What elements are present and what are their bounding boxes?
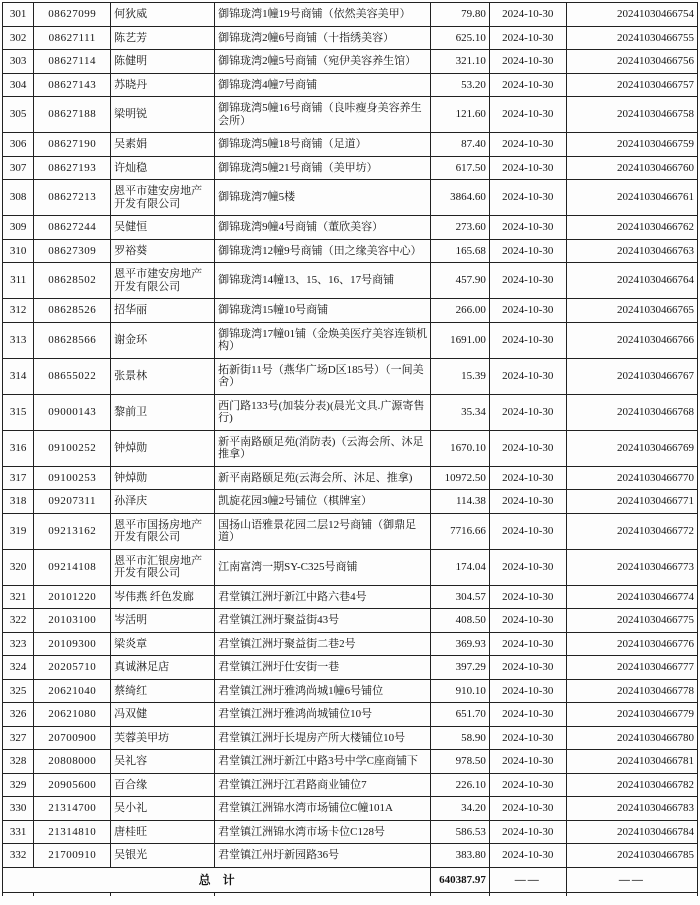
amount-cell: 304.57 [431,585,490,609]
address-cell: 君堂镇江洲圩聚益街二巷2号 [215,632,431,656]
id-cell: 09100252 [34,430,111,466]
amount-cell: 369.93 [431,632,490,656]
receipt-cell: 20241030466780 [566,726,697,750]
id-cell: 09100253 [34,466,111,490]
receipt-cell: 20241030466755 [566,26,697,50]
name-cell: 陈健明 [111,50,215,74]
total-label: 总 计 [3,867,431,893]
table-row [3,216,698,240]
table-row [3,609,698,633]
amount-cell: 174.04 [431,549,490,585]
date-cell: 2024-10-30 [489,133,566,157]
id-cell: 20109300 [34,632,111,656]
receipt-cell: 20241030466775 [566,609,697,633]
name-cell: 梁炎章 [111,632,215,656]
date-cell: 2024-10-30 [489,322,566,358]
address-cell: 君堂镇江洲锦水湾市场铺位C幢101A [215,797,431,821]
receipt-cell: 20241030466771 [566,490,697,514]
id-cell: 08628502 [34,263,111,299]
amount-cell: 79.80 [431,3,490,27]
id-cell: 09214108 [34,549,111,585]
amount-cell: 1691.00 [431,322,490,358]
id-cell: 08627188 [34,97,111,133]
receipt-cell: 20241030466757 [566,73,697,97]
name-cell: 陈艺芳 [111,26,215,50]
name-cell: 梁明锐 [111,97,215,133]
address-cell: 凯旋花园3幢2号铺位（棋牌室） [215,490,431,514]
seq-cell: 323 [3,632,34,656]
date-cell: 2024-10-30 [489,726,566,750]
receipt-cell: 20241030466763 [566,239,697,263]
id-cell: 08628566 [34,322,111,358]
amount-cell: 617.50 [431,156,490,180]
date-cell: 2024-10-30 [489,797,566,821]
receipt-cell: 20241030466774 [566,585,697,609]
address-cell: 御锦珑湾5幢18号商铺（足道） [215,133,431,157]
seq-cell: 310 [3,239,34,263]
table-row [3,358,698,394]
date-cell: 2024-10-30 [489,73,566,97]
seq-cell: 331 [3,820,34,844]
name-cell: 吴银光 [111,844,215,868]
table-row [3,750,698,774]
id-cell: 08627099 [34,3,111,27]
receipt-cell: 20241030466785 [566,844,697,868]
table-row [3,844,698,868]
receipt-cell: 20241030466781 [566,750,697,774]
amount-cell: 586.53 [431,820,490,844]
seq-cell: 314 [3,358,34,394]
seq-cell: 311 [3,263,34,299]
id-cell: 08627193 [34,156,111,180]
name-cell: 何狄威 [111,3,215,27]
address-cell: 新平南路颐足苑(云海会所、沐足、推拿) [215,466,431,490]
partial-cell [3,893,34,897]
id-cell: 20700900 [34,726,111,750]
amount-cell: 1670.10 [431,430,490,466]
date-cell: 2024-10-30 [489,50,566,74]
seq-cell: 313 [3,322,34,358]
receipt-cell: 20241030466770 [566,466,697,490]
amount-cell: 15.39 [431,358,490,394]
table-row [3,133,698,157]
name-cell: 罗裕葵 [111,239,215,263]
address-cell: 君堂镇江洲圩江君路商业铺位7 [215,773,431,797]
address-cell: 君堂镇江洲圩雅鸿尚城1幢6号铺位 [215,679,431,703]
date-cell: 2024-10-30 [489,97,566,133]
id-cell: 08627111 [34,26,111,50]
name-cell: 吴小礼 [111,797,215,821]
id-cell: 20621040 [34,679,111,703]
seq-cell: 321 [3,585,34,609]
address-cell: 西门路133号(加装分表)(晨光文具.广源寄售行) [215,394,431,430]
table-row [3,656,698,680]
date-cell: 2024-10-30 [489,585,566,609]
date-cell: 2024-10-30 [489,430,566,466]
date-cell: 2024-10-30 [489,239,566,263]
receipt-cell: 20241030466761 [566,180,697,216]
address-cell: 君堂镇江州圩新园路36号 [215,844,431,868]
amount-cell: 397.29 [431,656,490,680]
name-cell: 芙蓉美甲坊 [111,726,215,750]
address-cell: 君堂镇江洲圩雅鸿尚城铺位10号 [215,703,431,727]
name-cell: 真诚淋足店 [111,656,215,680]
id-cell: 20905600 [34,773,111,797]
amount-cell: 87.40 [431,133,490,157]
amount-cell: 58.90 [431,726,490,750]
address-cell: 君堂镇江洲圩聚益街43号 [215,609,431,633]
amount-cell: 121.60 [431,97,490,133]
amount-cell: 226.10 [431,773,490,797]
name-cell: 孙泽庆 [111,490,215,514]
partial-cell [431,893,490,897]
address-cell: 新平南路颐足苑(消防表)（云海会所、沐足推拿） [215,430,431,466]
receipt-cell: 20241030466783 [566,797,697,821]
name-cell: 岑活明 [111,609,215,633]
date-cell: 2024-10-30 [489,750,566,774]
date-cell: 2024-10-30 [489,820,566,844]
table-body [3,3,698,868]
table-row [3,73,698,97]
date-cell: 2024-10-30 [489,490,566,514]
name-cell: 黎前卫 [111,394,215,430]
amount-cell: 7716.66 [431,513,490,549]
name-cell: 恩平市汇银房地产开发有限公司 [111,549,215,585]
id-cell: 20205710 [34,656,111,680]
name-cell: 冯双健 [111,703,215,727]
date-cell: 2024-10-30 [489,513,566,549]
seq-cell: 309 [3,216,34,240]
table-row [3,513,698,549]
id-cell: 08627143 [34,73,111,97]
name-cell: 钟焯勋 [111,466,215,490]
seq-cell: 332 [3,844,34,868]
date-cell: 2024-10-30 [489,299,566,323]
table-row [3,585,698,609]
table-row [3,180,698,216]
name-cell: 恩平市建安房地产开发有限公司 [111,180,215,216]
address-cell: 御锦珑湾1幢19号商铺（依然美容美甲） [215,3,431,27]
receipt-cell: 20241030466767 [566,358,697,394]
name-cell: 苏晓丹 [111,73,215,97]
address-cell: 拓新街11号（燕华广场D区185号）（一间美舍） [215,358,431,394]
seq-cell: 316 [3,430,34,466]
date-cell: 2024-10-30 [489,394,566,430]
table-row [3,394,698,430]
table-row [3,549,698,585]
id-cell: 20103100 [34,609,111,633]
receipt-cell: 20241030466759 [566,133,697,157]
amount-cell: 457.90 [431,263,490,299]
amount-cell: 910.10 [431,679,490,703]
receipt-cell: 20241030466768 [566,394,697,430]
amount-cell: 266.00 [431,299,490,323]
address-cell: 御锦珑湾2幢6号商铺（十指绣美容） [215,26,431,50]
date-cell: 2024-10-30 [489,679,566,703]
date-cell: 2024-10-30 [489,466,566,490]
table-row [3,820,698,844]
name-cell: 唐桂旺 [111,820,215,844]
total-row [3,867,698,893]
name-cell: 恩平市国扬房地产开发有限公司 [111,513,215,549]
seq-cell: 305 [3,97,34,133]
address-cell: 君堂镇江洲圩长堤房产所大楼铺位10号 [215,726,431,750]
name-cell: 岑伟燕 纤色发廊 [111,585,215,609]
address-cell: 江南富湾一期SY-C325号商铺 [215,549,431,585]
table-footer [3,867,698,896]
name-cell: 谢金环 [111,322,215,358]
amount-cell: 321.10 [431,50,490,74]
amount-cell: 10972.50 [431,466,490,490]
table-row [3,156,698,180]
receipt-cell: 20241030466756 [566,50,697,74]
date-cell: 2024-10-30 [489,180,566,216]
name-cell: 吴礼容 [111,750,215,774]
id-cell: 21314700 [34,797,111,821]
seq-cell: 306 [3,133,34,157]
date-cell: 2024-10-30 [489,358,566,394]
table-row [3,632,698,656]
amount-cell: 53.20 [431,73,490,97]
address-cell: 御锦珑湾14幢13、15、16、17号商铺 [215,263,431,299]
id-cell: 08627244 [34,216,111,240]
receipt-cell: 20241030466769 [566,430,697,466]
table-row [3,50,698,74]
receipt-cell: 20241030466778 [566,679,697,703]
table-row [3,726,698,750]
receipt-cell: 20241030466784 [566,820,697,844]
seq-cell: 326 [3,703,34,727]
seq-cell: 319 [3,513,34,549]
date-cell: 2024-10-30 [489,3,566,27]
address-cell: 御锦珑湾5幢21号商铺（美甲坊） [215,156,431,180]
address-cell: 君堂镇江洲圩新江中路3号中学C座商铺下 [215,750,431,774]
id-cell: 20808000 [34,750,111,774]
amount-cell: 3864.60 [431,180,490,216]
table-row [3,239,698,263]
partial-next-row [3,893,698,897]
address-cell: 御锦珑湾9幢4号商铺（董欣美容） [215,216,431,240]
date-cell: 2024-10-30 [489,609,566,633]
address-cell: 君堂镇江洲锦水湾市场卡位C128号 [215,820,431,844]
date-cell: 2024-10-30 [489,26,566,50]
seq-cell: 329 [3,773,34,797]
name-cell: 招华丽 [111,299,215,323]
table-row [3,679,698,703]
partial-cell [111,893,215,897]
id-cell: 20101220 [34,585,111,609]
id-cell: 09000143 [34,394,111,430]
receipt-cell: 20241030466773 [566,549,697,585]
table-row [3,3,698,27]
address-cell: 御锦珑湾12幢9号商铺（田之缘美容中心） [215,239,431,263]
id-cell: 20621080 [34,703,111,727]
seq-cell: 325 [3,679,34,703]
id-cell: 08627213 [34,180,111,216]
id-cell: 08655022 [34,358,111,394]
date-cell: 2024-10-30 [489,216,566,240]
partial-cell [489,893,566,897]
table-row [3,263,698,299]
address-cell: 御锦珑湾2幢5号商铺（宛伊美容养生馆） [215,50,431,74]
billing-table [2,2,698,896]
partial-cell [215,893,431,897]
name-cell: 吴素娟 [111,133,215,157]
id-cell: 08627114 [34,50,111,74]
seq-cell: 330 [3,797,34,821]
seq-cell: 302 [3,26,34,50]
amount-cell: 383.80 [431,844,490,868]
table-row [3,322,698,358]
seq-cell: 318 [3,490,34,514]
address-cell: 御锦珑湾7幢5楼 [215,180,431,216]
name-cell: 许灿稳 [111,156,215,180]
id-cell: 09207311 [34,490,111,514]
table-row [3,430,698,466]
amount-cell: 978.50 [431,750,490,774]
seq-cell: 315 [3,394,34,430]
table-row [3,97,698,133]
seq-cell: 320 [3,549,34,585]
table-row [3,797,698,821]
name-cell: 百合缘 [111,773,215,797]
date-cell: 2024-10-30 [489,656,566,680]
date-cell: 2024-10-30 [489,703,566,727]
id-cell: 08627309 [34,239,111,263]
receipt-cell: 20241030466760 [566,156,697,180]
address-cell: 御锦珑湾15幢10号商铺 [215,299,431,323]
table-row [3,466,698,490]
amount-cell: 165.68 [431,239,490,263]
receipt-cell: 20241030466766 [566,322,697,358]
name-cell: 恩平市建安房地产开发有限公司 [111,263,215,299]
seq-cell: 307 [3,156,34,180]
address-cell: 君堂镇江洲圩仕安街一巷 [215,656,431,680]
receipt-cell: 20241030466765 [566,299,697,323]
table-row [3,773,698,797]
seq-cell: 301 [3,3,34,27]
seq-cell: 312 [3,299,34,323]
name-cell: 吴健恒 [111,216,215,240]
address-cell: 御锦珑湾4幢7号商铺 [215,73,431,97]
name-cell: 钟焯勋 [111,430,215,466]
table-row [3,26,698,50]
address-cell: 国扬山语雅景花园二层12号商铺（御鼎足道） [215,513,431,549]
seq-cell: 303 [3,50,34,74]
table-row [3,299,698,323]
seq-cell: 304 [3,73,34,97]
total-amount: 640387.97 [431,867,490,893]
receipt-cell: 20241030466764 [566,263,697,299]
amount-cell: 114.38 [431,490,490,514]
date-cell: 2024-10-30 [489,632,566,656]
table-row [3,703,698,727]
total-date-dash: —— [489,867,566,893]
amount-cell: 35.34 [431,394,490,430]
seq-cell: 322 [3,609,34,633]
seq-cell: 327 [3,726,34,750]
total-receipt-dash: —— [566,867,697,893]
receipt-cell: 20241030466777 [566,656,697,680]
date-cell: 2024-10-30 [489,844,566,868]
receipt-cell: 20241030466754 [566,3,697,27]
date-cell: 2024-10-30 [489,773,566,797]
amount-cell: 273.60 [431,216,490,240]
date-cell: 2024-10-30 [489,156,566,180]
id-cell: 09213162 [34,513,111,549]
amount-cell: 34.20 [431,797,490,821]
receipt-cell: 20241030466782 [566,773,697,797]
date-cell: 2024-10-30 [489,549,566,585]
id-cell: 08628526 [34,299,111,323]
name-cell: 张景林 [111,358,215,394]
id-cell: 21700910 [34,844,111,868]
receipt-cell: 20241030466772 [566,513,697,549]
amount-cell: 625.10 [431,26,490,50]
receipt-cell: 20241030466779 [566,703,697,727]
id-cell: 21314810 [34,820,111,844]
amount-cell: 651.70 [431,703,490,727]
date-cell: 2024-10-30 [489,263,566,299]
seq-cell: 328 [3,750,34,774]
name-cell: 蔡绮红 [111,679,215,703]
seq-cell: 324 [3,656,34,680]
address-cell: 君堂镇江洲圩新江中路六巷4号 [215,585,431,609]
address-cell: 御锦珑湾5幢16号商铺（良咔瘦身美容养生会所） [215,97,431,133]
receipt-cell: 20241030466776 [566,632,697,656]
seq-cell: 308 [3,180,34,216]
table-row [3,490,698,514]
partial-cell [566,893,697,897]
receipt-cell: 20241030466762 [566,216,697,240]
receipt-cell: 20241030466758 [566,97,697,133]
seq-cell: 317 [3,466,34,490]
address-cell: 御锦珑湾17幢01铺（金焕美医疗美容连锁机构） [215,322,431,358]
amount-cell: 408.50 [431,609,490,633]
partial-cell [34,893,111,897]
id-cell: 08627190 [34,133,111,157]
